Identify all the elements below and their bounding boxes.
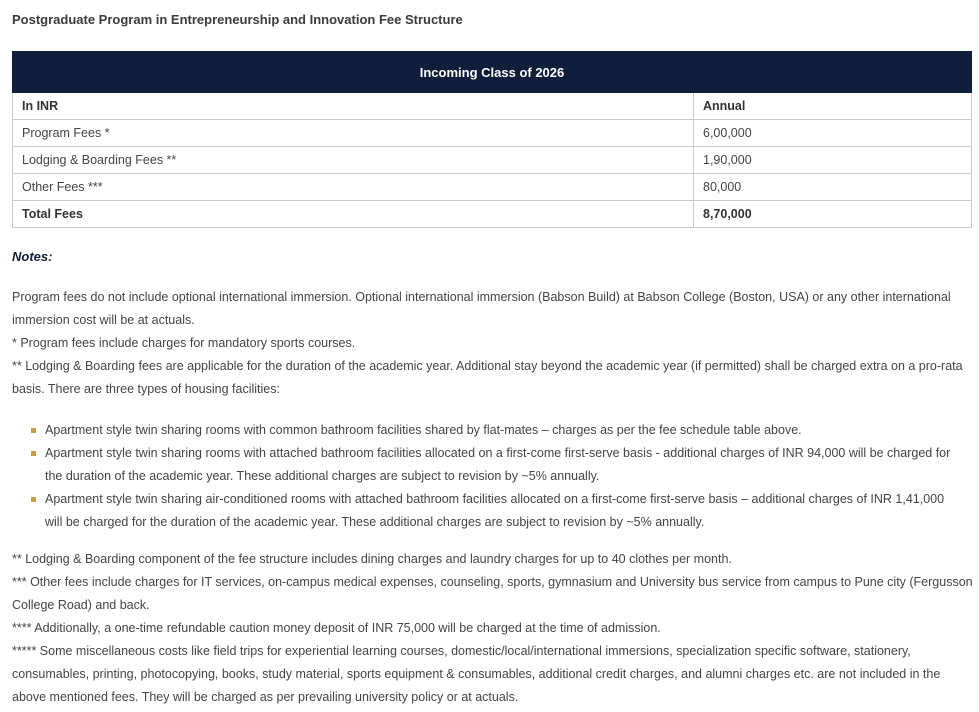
- note-immersion: Program fees do not include optional international immersion. Optional international immersion (Babson Build) at Babson College (Boston, USA) or any other international immersion cost will be at actuals.: [12, 290, 951, 327]
- page-title: Postgraduate Program in Entrepreneurship and Innovation Fee Structure: [12, 12, 463, 27]
- row-label: Program Fees *: [13, 120, 694, 147]
- notes-footer: [12, 548, 974, 709]
- housing-text: Apartment style twin sharing rooms with common bathroom facilities shared by flat-mates – charges as per the fee schedule table above.: [45, 423, 802, 437]
- housing-list: [12, 419, 952, 534]
- total-row: [13, 201, 972, 228]
- list-item: [12, 488, 952, 534]
- column-header-annual: Annual: [694, 93, 972, 120]
- fee-table: [12, 51, 972, 228]
- note-dining: ** Lodging & Boarding component of the fee structure includes dining charges and laundry charges for up to 40 clothes per month.: [12, 552, 732, 566]
- list-item: [12, 442, 952, 488]
- table-row: [13, 147, 972, 174]
- table-header: Incoming Class of 2026: [13, 52, 972, 93]
- table-row: [13, 174, 972, 201]
- row-value: 1,90,000: [694, 147, 972, 174]
- total-label: Total Fees: [13, 201, 694, 228]
- square-bullet-icon: [31, 497, 36, 502]
- column-header-row: [13, 93, 972, 120]
- list-item: [12, 419, 952, 442]
- note-deposit: **** Additionally, a one-time refundable caution money deposit of INR 75,000 will be charged at the time of admission.: [12, 621, 661, 635]
- row-value: 6,00,000: [694, 120, 972, 147]
- note-misc: ***** Some miscellaneous costs like field trips for experiential learning courses, domestic/local/international immersions, specialization specific software, stationery, consumables, printing, photocopying, books, study material, sports equipment & consumables, additional credit charges, and alumni charges etc. are not included in the above mentioned fees. They will be charged as per prevailing university policy or at actuals.: [12, 644, 941, 704]
- row-label: Other Fees ***: [13, 174, 694, 201]
- square-bullet-icon: [31, 451, 36, 456]
- note-program-fees: * Program fees include charges for mandatory sports courses.: [12, 336, 356, 350]
- housing-text: Apartment style twin sharing air-conditioned rooms with attached bathroom facilities allocated on a first-come first-serve basis – additional charges of INR 1,41,000 will be charged for the duration of the academic year. These additional charges are subject to revision by ~5% annually.: [45, 492, 945, 529]
- table-header-row: [13, 52, 972, 93]
- notes-intro: [12, 286, 974, 401]
- note-other-fees: *** Other fees include charges for IT services, on-campus medical expenses, counseling, sports, gymnasium and University bus service from campus to Pune city (Fergusson College Road) and back.: [12, 575, 973, 612]
- housing-text: Apartment style twin sharing rooms with attached bathroom facilities allocated on a first-come first-serve basis - additional charges of INR 94,000 will be charged for the duration of the academic year. These additional charges are subject to revision by ~5% annually.: [45, 446, 951, 483]
- row-label: Lodging & Boarding Fees **: [13, 147, 694, 174]
- notes-heading: Notes:: [12, 249, 53, 264]
- square-bullet-icon: [31, 428, 36, 433]
- column-header-label: In INR: [13, 93, 694, 120]
- note-lodging: ** Lodging & Boarding fees are applicable for the duration of the academic year. Additional stay beyond the academic year (if permitted) shall be charged extra on a pro-rata basis. There are three types of housing facilities:: [12, 359, 963, 396]
- total-value: 8,70,000: [694, 201, 972, 228]
- table-row: [13, 120, 972, 147]
- row-value: 80,000: [694, 174, 972, 201]
